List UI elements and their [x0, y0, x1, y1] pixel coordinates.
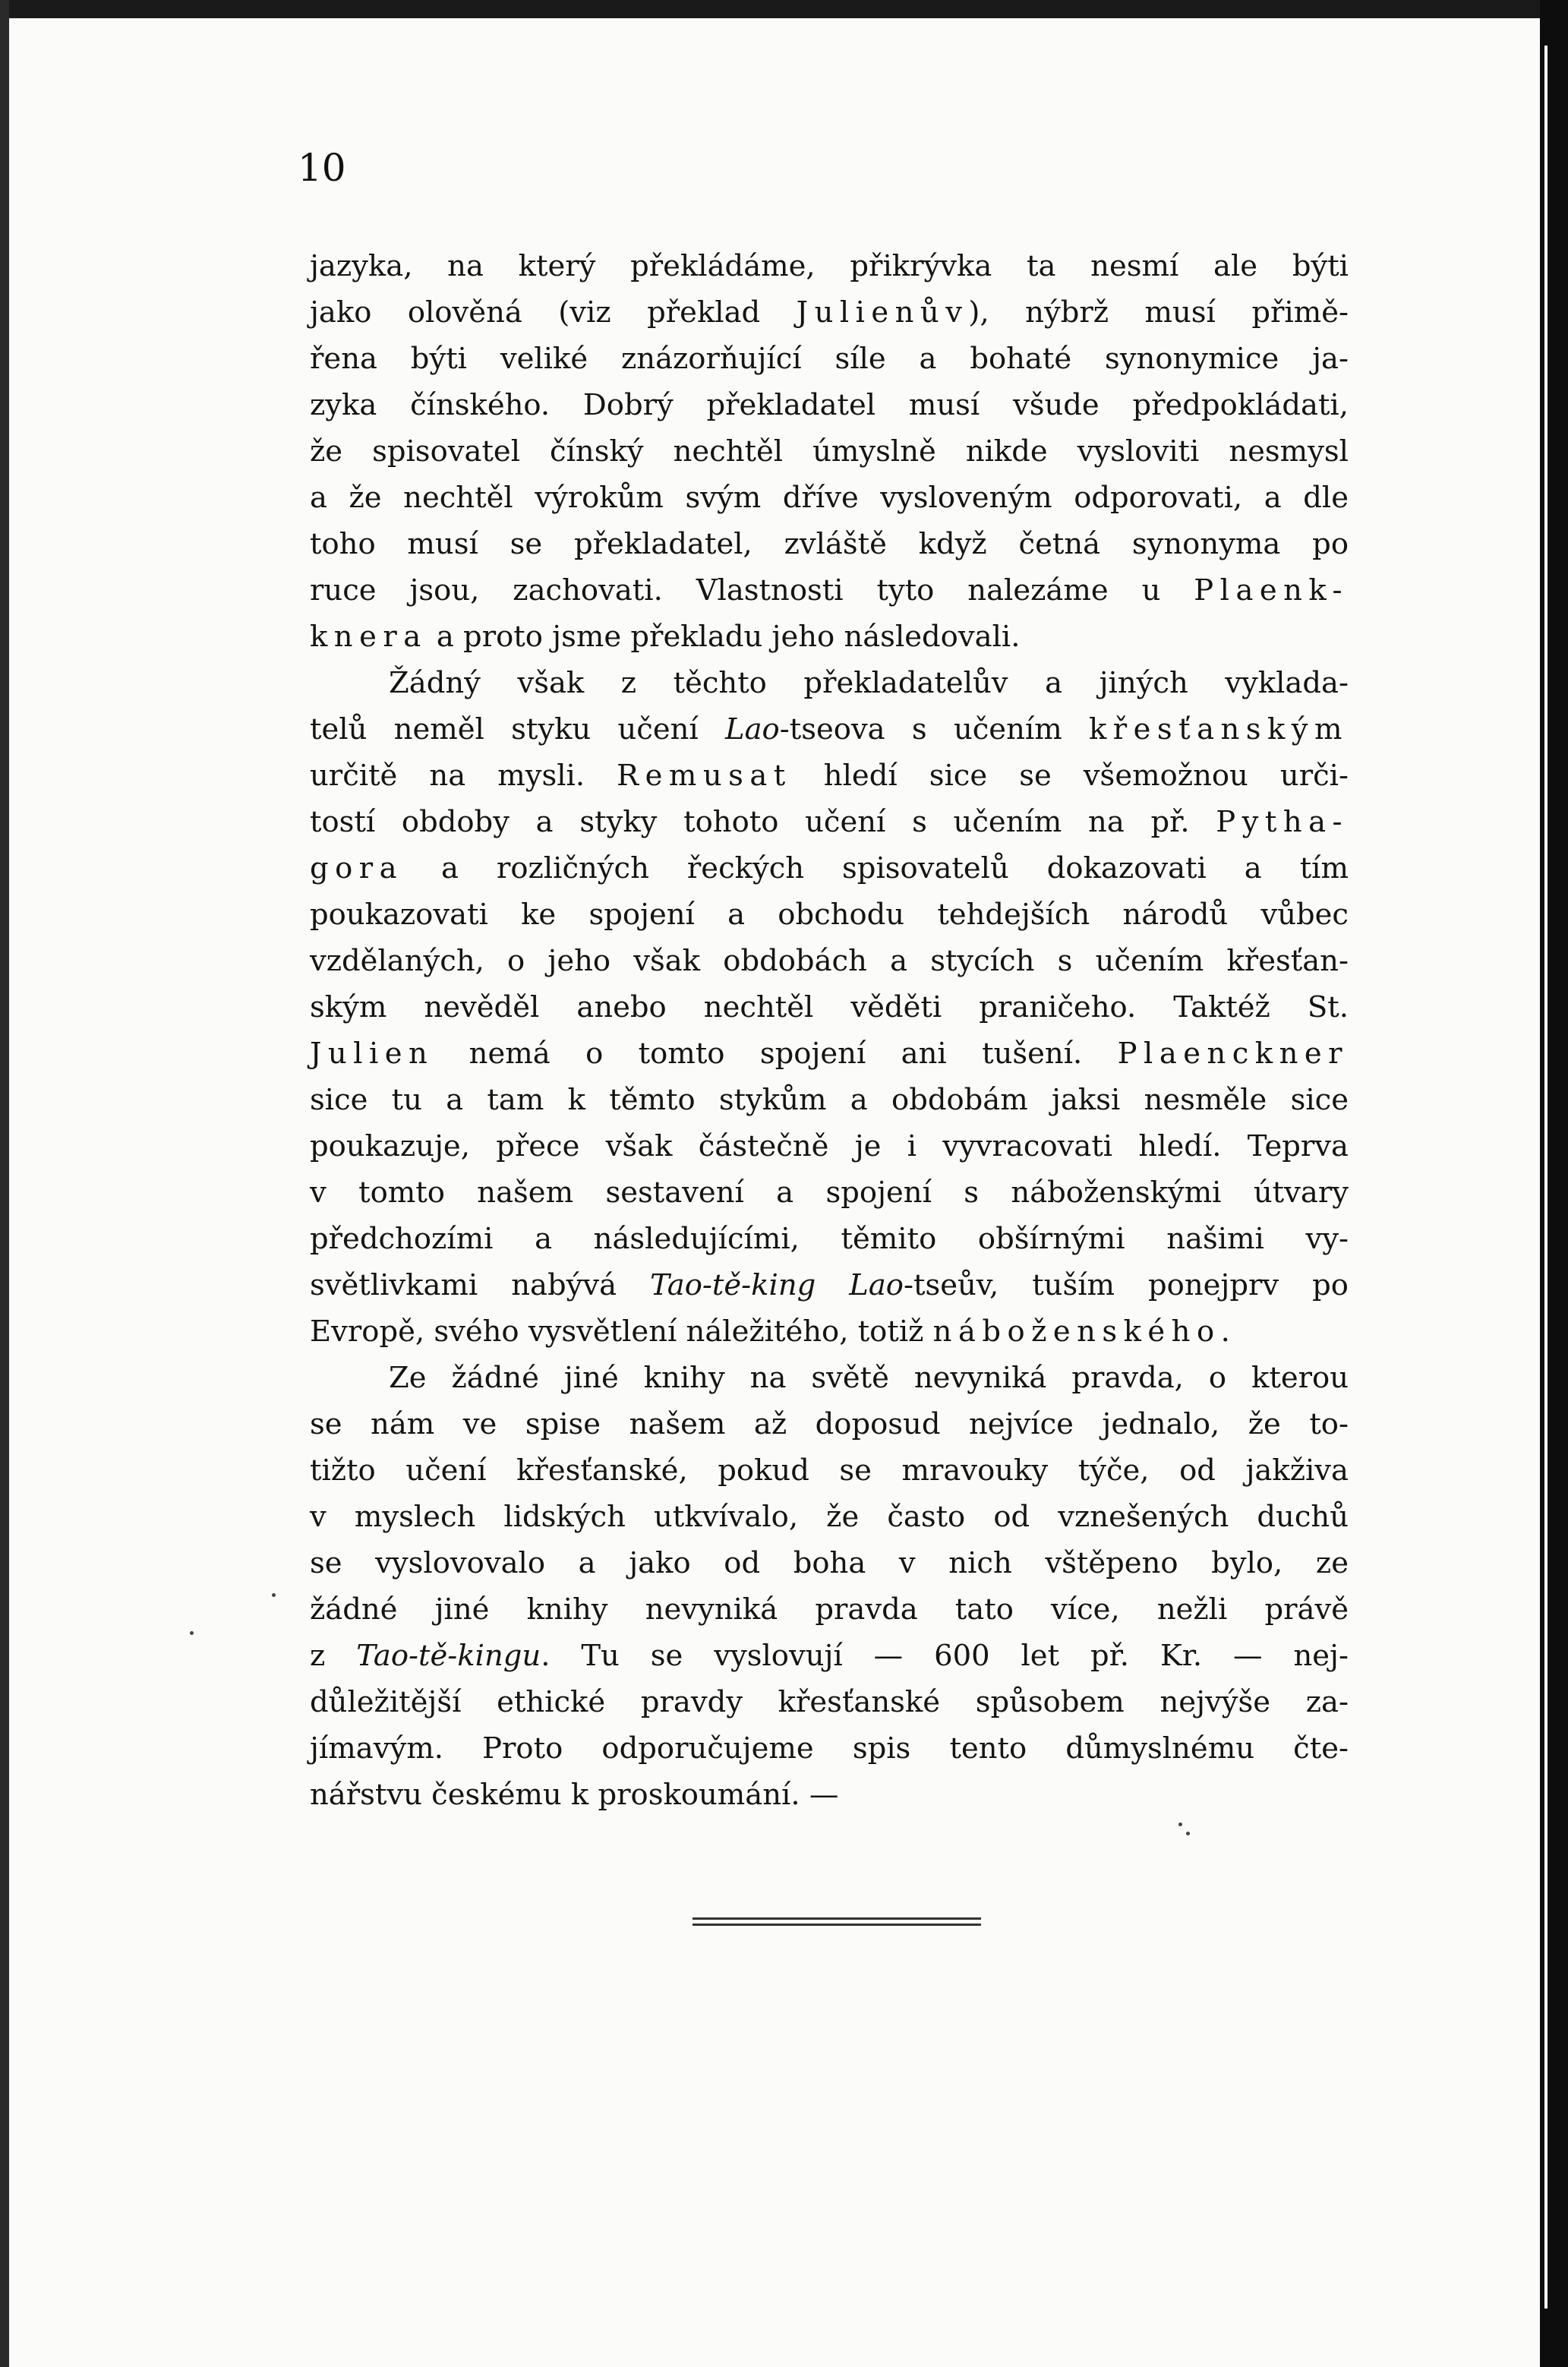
- ink-speck: [190, 1631, 194, 1635]
- text-line: zyka čínského. Dobrý překladatel musí všude předpokládati,: [310, 388, 1349, 422]
- text-line: poukazuje, přece však částečně je i vyvracovati hledí. Teprva: [310, 1129, 1349, 1163]
- text-line: nářstvu českému k proskoumání. —: [310, 1778, 839, 1812]
- body-text: [310, 243, 1349, 1818]
- scan-border-left: [0, 0, 9, 2367]
- text-line: jazyka, na který překládáme, přikrývka ta nesmí ale býti: [310, 249, 1349, 283]
- closing-rule: [693, 1917, 981, 1920]
- ink-speck: [272, 1593, 276, 1597]
- text-line: řena býti veliké znázorňující síle a bohaté synonymice ja-: [310, 342, 1349, 376]
- ink-speck: [1178, 1823, 1182, 1826]
- text-line: Ze žádné jiné knihy na světě nevyniká pravda, o kterou: [389, 1361, 1349, 1395]
- text-line: jako olověná (viz překlad Julienův), nýbrž musí přimě-: [310, 295, 1349, 330]
- text-line: se nám ve spise našem až doposud nejvíce jednalo, že to-: [310, 1407, 1349, 1441]
- scan-border-right-highlight: [1544, 46, 1547, 2309]
- text-line: žádné jiné knihy nevyniká pravda tato více, nežli právě: [310, 1592, 1349, 1627]
- text-line: gora a rozličných řeckých spisovatelů dokazovati a tím: [310, 851, 1349, 885]
- text-line: sice tu a tam k těmto stykům a obdobám jaksi nesměle sice: [310, 1083, 1349, 1117]
- text-line: v tomto našem sestavení a spojení s náboženskými útvary: [310, 1176, 1349, 1210]
- text-line: z Tao-tě-kingu. Tu se vyslovují — 600 let př. Kr. — nej-: [310, 1639, 1349, 1673]
- text-line: ským nevěděl anebo nechtěl věděti praničeho. Taktéž St.: [310, 990, 1349, 1024]
- text-line: důležitější ethické pravdy křesťanské spůsobem nejvýše za-: [310, 1685, 1349, 1719]
- text-line: toho musí se překladatel, zvláště když četná synonyma po: [310, 527, 1349, 561]
- text-line: poukazovati ke spojení a obchodu tehdejších národů vůbec: [310, 898, 1349, 932]
- text-line: v myslech lidských utkvívalo, že často od vznešených duchů: [310, 1500, 1349, 1534]
- scan-border-top: [0, 0, 1568, 18]
- text-line: telů neměl styku učení Lao-tseova s učením křesťanským: [310, 712, 1349, 746]
- text-line: jímavým. Proto odporučujeme spis tento důmyslnému čte-: [310, 1731, 1349, 1766]
- text-line: Evropě, svého vysvětlení náležitého, totiž náboženského.: [310, 1314, 1230, 1349]
- closing-rule: [693, 1924, 981, 1926]
- text-line: tostí obdoby a styky tohoto učení s učením na př. Pytha-: [310, 805, 1349, 839]
- text-line: světlivkami nabývá Tao-tě-king Lao-tseův, tuším ponejprv po: [310, 1268, 1349, 1302]
- text-line: Julien nemá o tomto spojení ani tušení. Plaenckner: [310, 1037, 1349, 1071]
- text-line: knera a proto jsme překladu jeho následovali.: [310, 620, 1021, 654]
- text-line: a že nechtěl výrokům svým dříve vysloveným odporovati, a dle: [310, 481, 1349, 515]
- text-line: se vyslovovalo a jako od boha v nich vštěpeno bylo, ze: [310, 1546, 1349, 1580]
- text-line: určitě na mysli. Remusat hledí sice se všemožnou urči-: [310, 759, 1349, 793]
- text-line: vzdělaných, o jeho však obdobách a stycích s učením křesťan-: [310, 944, 1349, 978]
- text-line: ruce jsou, zachovati. Vlastnosti tyto nalezáme u Plaenk-: [310, 573, 1349, 608]
- text-line: Žádný však z těchto překladatelův a jiných vyklada-: [389, 666, 1349, 700]
- page-number: 10: [298, 146, 346, 190]
- text-line: předchozími a následujícími, těmito obšírnými našimi vy-: [310, 1222, 1349, 1256]
- text-line: že spisovatel čínský nechtěl úmyslně nikde vysloviti nesmysl: [310, 434, 1349, 469]
- ink-speck: [1186, 1832, 1190, 1835]
- text-line: tižto učení křesťanské, pokud se mravouky týče, od jakživa: [310, 1453, 1349, 1488]
